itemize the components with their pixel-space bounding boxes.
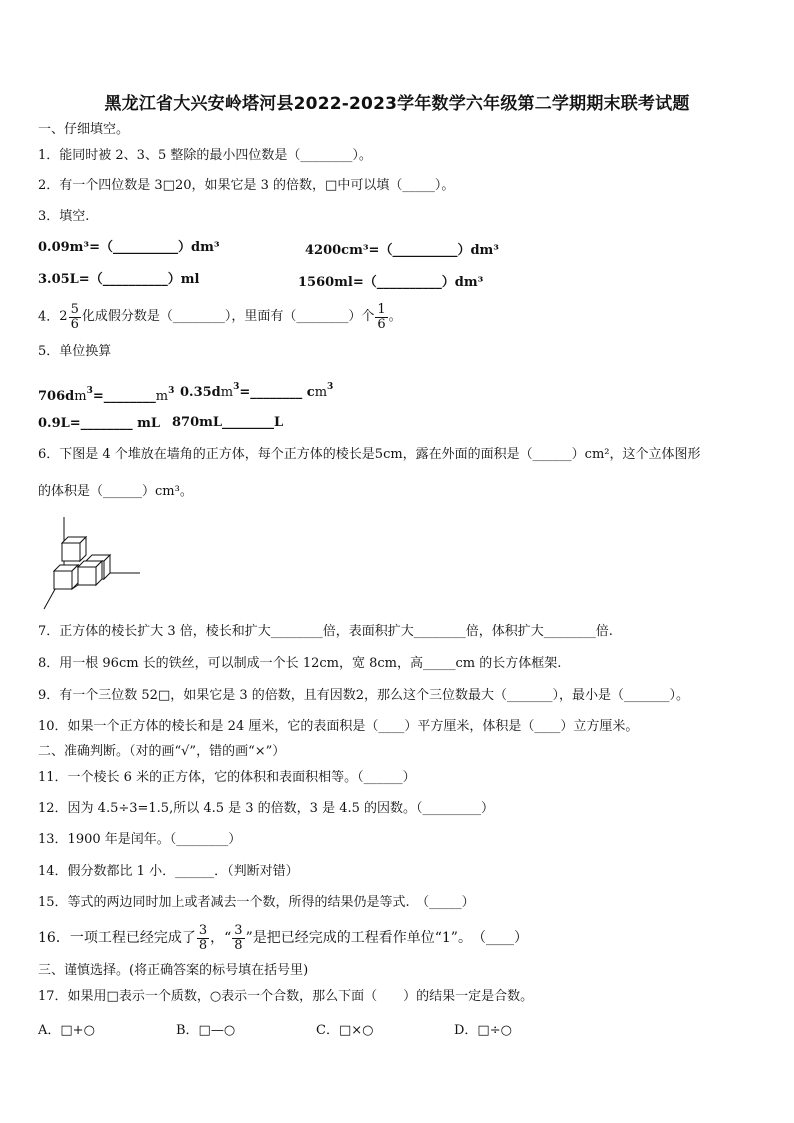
- question-5a: $706dm^3=\_\_\_\_\_\_\_\_m^3$: [38, 386, 175, 404]
- question-7: 7．正方体的棱长扩大 3 倍，棱长和扩大________倍，表面积扩大________倍，体积扩大________倍.: [38, 624, 613, 639]
- q4-number: 4．: [38, 309, 60, 325]
- question-17: 17．如果用□表示一个质数，○表示一个合数，那么下面（ ）的结果一定是合数。: [38, 989, 534, 1004]
- cube-front-face: [54, 571, 72, 589]
- q4-end: 。: [388, 309, 402, 324]
- question-5c: 0.9L=________ mL: [38, 416, 161, 431]
- option-a: A．□+○: [38, 1023, 95, 1038]
- section-heading-judge: 二、准确判断。（对的画“√”，错的画“×”）: [38, 744, 286, 759]
- fraction-three-eighths: [232, 924, 244, 953]
- numerator: 3: [234, 922, 243, 938]
- option-d: D．□÷○: [454, 1023, 512, 1038]
- section-heading-choice: 三、谨慎选择。(将正确答案的标号填在括号里): [38, 963, 309, 978]
- question-6-line-2: 的体积是（______）cm³。: [38, 484, 193, 499]
- question-5: 5．单位换算: [38, 344, 112, 359]
- question-5d: 870mL________L: [172, 415, 284, 430]
- numerator: 5: [70, 301, 79, 317]
- question-3c: 3.05L=（__________）ml: [38, 272, 200, 287]
- denominator: 8: [234, 937, 243, 953]
- question-2: 2．有一个四位数是 3□20，如果它是 3 的倍数，□中可以填（_____）。: [38, 178, 455, 193]
- question-8: 8．用一根 96cm 长的铁丝，可以制成一个长 12cm，宽 8cm，高_____cm 的长方体框架.: [38, 656, 562, 671]
- option-b: B．□—○: [176, 1023, 236, 1038]
- question-16: 16．一项工程已经完成了 $\frac{3}{8}$ ，“ $\frac{3}{8}$ ”是把已经完成的工程看作单位“1”。 （____）: [38, 922, 528, 953]
- denominator: 6: [377, 316, 386, 332]
- fraction-one-sixth: [375, 303, 387, 332]
- question-11: 11．一个棱长 6 米的正方体，它的体积和表面积相等。（______）: [38, 770, 416, 785]
- fraction-five-sixths: [69, 303, 81, 332]
- question-3a: 0.09m³=（__________）dm³: [38, 240, 220, 255]
- q4-whole: 2: [59, 309, 68, 324]
- denominator: 8: [198, 937, 208, 953]
- question-6-line-1: 6．下图是 4 个堆放在墙角的正方体，每个正方体的棱长是5cm，露在外面的面积是（______）cm²，这个立体图形: [38, 447, 701, 462]
- option-c: C．□×○: [316, 1023, 374, 1038]
- numerator: 3: [198, 922, 208, 938]
- cube-stack-figure: [40, 515, 150, 615]
- section-heading-fill-in: 一、仔细填空。: [38, 122, 130, 137]
- fraction-three-eighths: [197, 924, 209, 953]
- question-1: 1．能同时被 2、3、5 整除的最小四位数是（________）。: [38, 148, 372, 163]
- page-title: 黑龙江省大兴安岭塔河县2022-2023学年数学六年级第二学期期末联考试题: [104, 94, 690, 114]
- cube-front-face: [62, 543, 80, 561]
- question-12: 12．因为 4.5÷3=1.5,所以 4.5 是 3 的倍数，3 是 4.5 的因数。（_________）: [38, 801, 495, 816]
- question-9: 9．有一个三位数 52□，如果它是 3 的倍数，且有因数2，那么这个三位数最大（_______），最小是（_______）。: [38, 688, 690, 703]
- question-5b: $0.35dm^3=\_\_\_\_\_\_\_\_$ $cm^3$: [180, 382, 334, 400]
- question-3b: 4200cm³=（__________）dm³: [305, 243, 499, 258]
- numerator: 1: [377, 301, 386, 317]
- question-4: [38, 300, 402, 335]
- question-15: 15．等式的两边同时加上或者减去一个数，所得的结果仍是等式. （_____）: [38, 895, 475, 910]
- question-3: 3．填空.: [38, 209, 90, 224]
- q4-text: 化成假分数是（________），里面有（________）个: [81, 309, 375, 324]
- question-3d: 1560ml=（__________）dm³: [298, 275, 484, 290]
- cube-front-face: [78, 567, 96, 585]
- denominator: 6: [70, 316, 79, 332]
- question-10: 10．如果一个正方体的棱长和是 24 厘米，它的表面积是（____）平方厘米，体积是（____）立方厘米。: [38, 719, 639, 734]
- question-13: 13．1900 年是闰年。（________）: [38, 832, 242, 847]
- question-14: 14．假分数都比 1 小．______．（判断对错）: [38, 864, 299, 879]
